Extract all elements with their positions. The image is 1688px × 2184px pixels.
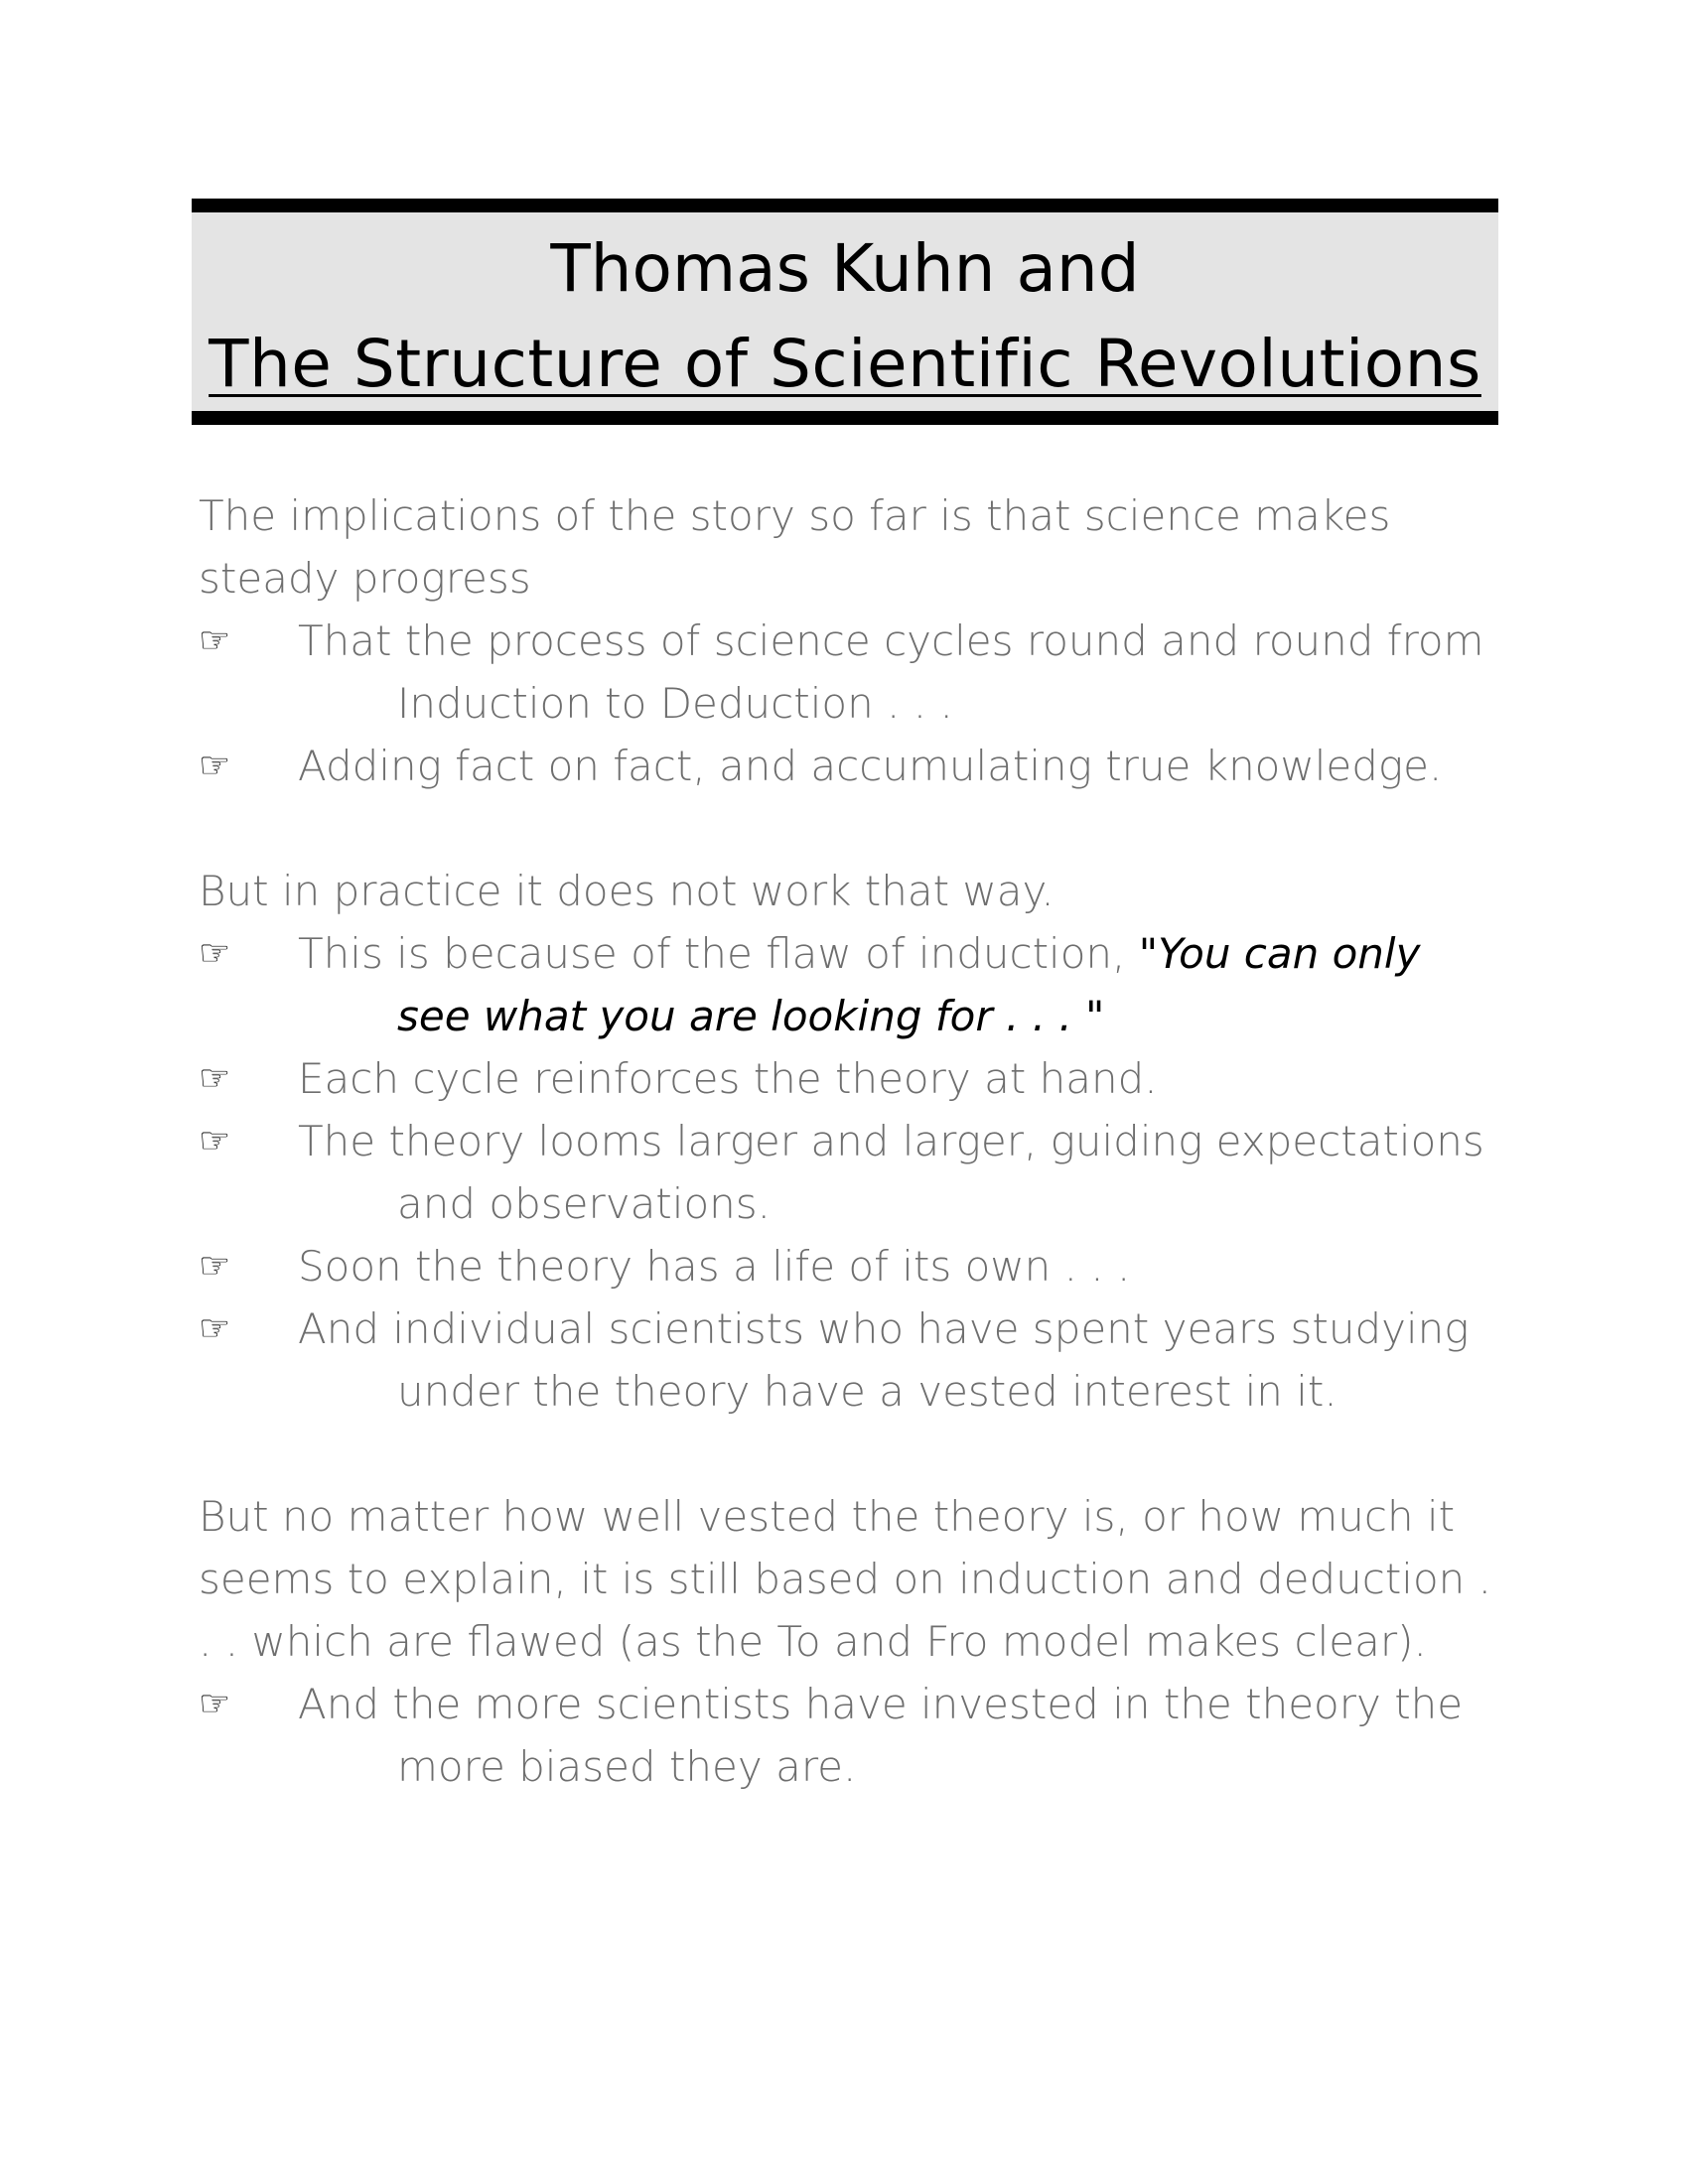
section3-intro-line-1: But no matter how well vested the theory is, or how much it — [199, 1492, 1456, 1541]
bullet-text: And the more scientists have invested in the theory the — [298, 1680, 1464, 1728]
list-item — [199, 735, 1499, 797]
title-banner — [192, 199, 1498, 425]
bullet-quote: "You can only — [1138, 929, 1421, 978]
pointing-hand-icon: ☞ — [199, 1684, 231, 1724]
pointing-hand-icon: ☞ — [199, 1058, 231, 1099]
bullet-text: The theory looms larger and larger, guiding expectations — [298, 1117, 1484, 1165]
pointing-hand-icon: ☞ — [199, 933, 231, 974]
bullet-text-continued: and observations. — [397, 1179, 771, 1228]
section3-intro-line-3: . . which are flawed (as the To and Fro model makes clear). — [199, 1617, 1427, 1666]
pointing-hand-icon: ☞ — [199, 1246, 231, 1287]
bullet-text: Adding fact on fact, and accumulating true knowledge. — [298, 742, 1443, 790]
list-item — [199, 1110, 1499, 1235]
section3-intro-line-2: seems to explain, it is still based on induction and deduction . — [199, 1555, 1491, 1603]
section2-intro: But in practice it does not work that way. — [199, 867, 1055, 915]
bullet-quote-continued: see what you are looking for . . . " — [397, 992, 1105, 1040]
title-line-1: Thomas Kuhn and — [550, 230, 1140, 307]
bullet-text-continued: under the theory have a vested interest in it. — [397, 1367, 1337, 1416]
bullet-text: Each cycle reinforces the theory at hand. — [298, 1054, 1158, 1103]
pointing-hand-icon: ☞ — [199, 1121, 231, 1161]
bullet-text: And individual scientists who have spent years studying — [298, 1304, 1470, 1353]
list-item — [199, 1673, 1499, 1798]
pointing-hand-icon: ☞ — [199, 746, 231, 786]
bullet-text-continued: more biased they are. — [397, 1742, 857, 1791]
list-item — [199, 1297, 1499, 1423]
bullet-text — [298, 922, 1499, 985]
document-body — [199, 484, 1499, 1798]
bullet-text: That the process of science cycles round and round from — [298, 616, 1484, 665]
pointing-hand-icon: ☞ — [199, 620, 231, 661]
pointing-hand-icon: ☞ — [199, 1308, 231, 1349]
bullet-text-plain: This is because of the flaw of induction, — [298, 929, 1126, 978]
title-line-2: The Structure of Scientific Revolutions — [209, 326, 1481, 402]
list-item — [199, 1235, 1499, 1297]
bullet-text: Soon the theory has a life of its own . . . — [298, 1242, 1131, 1291]
list-item — [199, 1047, 1499, 1110]
list-item — [199, 922, 1499, 1047]
list-item — [199, 610, 1499, 735]
section1-intro: The implications of the story so far is that science makes steady progress — [199, 491, 1391, 603]
bullet-text-continued: Induction to Deduction . . . — [397, 679, 953, 728]
